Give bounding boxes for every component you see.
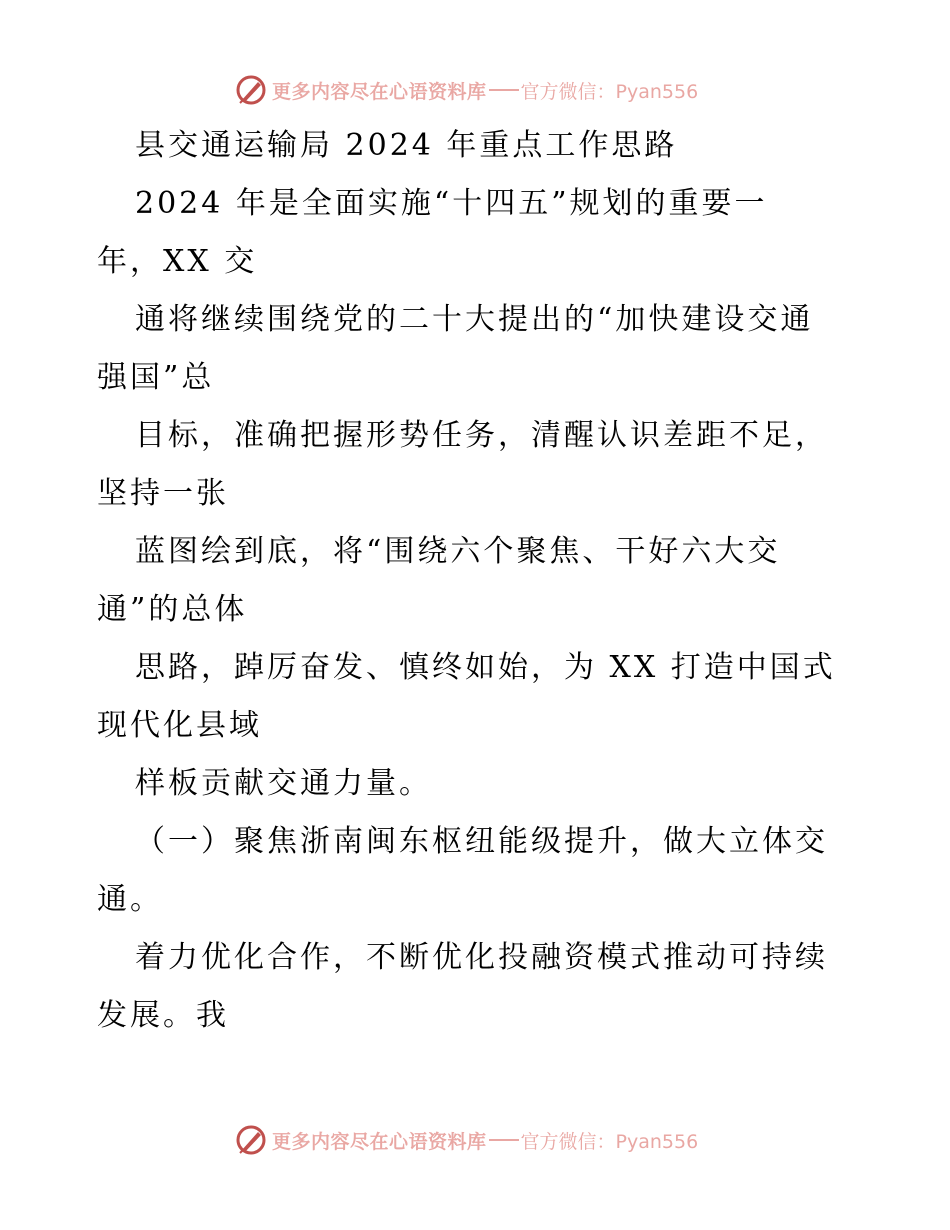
paragraph-line: 坚持一张 xyxy=(97,476,229,511)
paragraph-line: 2024 年是全面实施“十四五”规划的重要一 xyxy=(135,186,768,221)
paragraph-line: 发展。我 xyxy=(97,998,229,1033)
quill-logo-icon xyxy=(234,73,268,107)
watermark-banner-top xyxy=(234,72,698,108)
watermark-wechat-text: 官方微信：Pyan556 xyxy=(520,1130,699,1153)
paragraph-line: 蓝图绘到底，将“围绕六个聚焦、干好六大交 xyxy=(135,534,781,569)
paragraph-line: 年，XX 交 xyxy=(97,244,258,279)
paragraph-line: 思路，踔厉奋发、慎终如始，为 XX 打造中国式 xyxy=(135,650,836,685)
paragraph-line: 着力优化合作，不断优化投融资模式推动可持续 xyxy=(135,940,828,975)
section-heading-line: （一）聚焦浙南闽东枢纽能级提升，做大立体交 xyxy=(135,824,828,859)
paragraph-line: 样板贡献交通力量。 xyxy=(135,766,432,801)
paragraph-line: 强国”总 xyxy=(97,360,215,395)
paragraph-line: 目标，准确把握形势任务，清醒认识差距不足， xyxy=(135,418,828,453)
watermark-dash xyxy=(489,89,519,91)
paragraph-line: 通将继续围绕党的二十大提出的“加快建设交通 xyxy=(135,302,814,337)
watermark-site-text: 更多内容尽在心语资料库 xyxy=(272,80,487,103)
paragraph-line: 现代化县域 xyxy=(97,708,262,743)
quill-logo-icon xyxy=(234,1123,268,1157)
watermark-banner-bottom xyxy=(234,1122,698,1158)
watermark-dash xyxy=(489,1139,519,1141)
watermark-wechat-text: 官方微信：Pyan556 xyxy=(520,80,699,103)
watermark-site-text: 更多内容尽在心语资料库 xyxy=(272,1130,487,1153)
paragraph-line: 通”的总体 xyxy=(97,592,248,627)
document-title: 县交通运输局 2024 年重点工作思路 xyxy=(135,128,678,163)
section-heading-line: 通。 xyxy=(97,882,163,917)
